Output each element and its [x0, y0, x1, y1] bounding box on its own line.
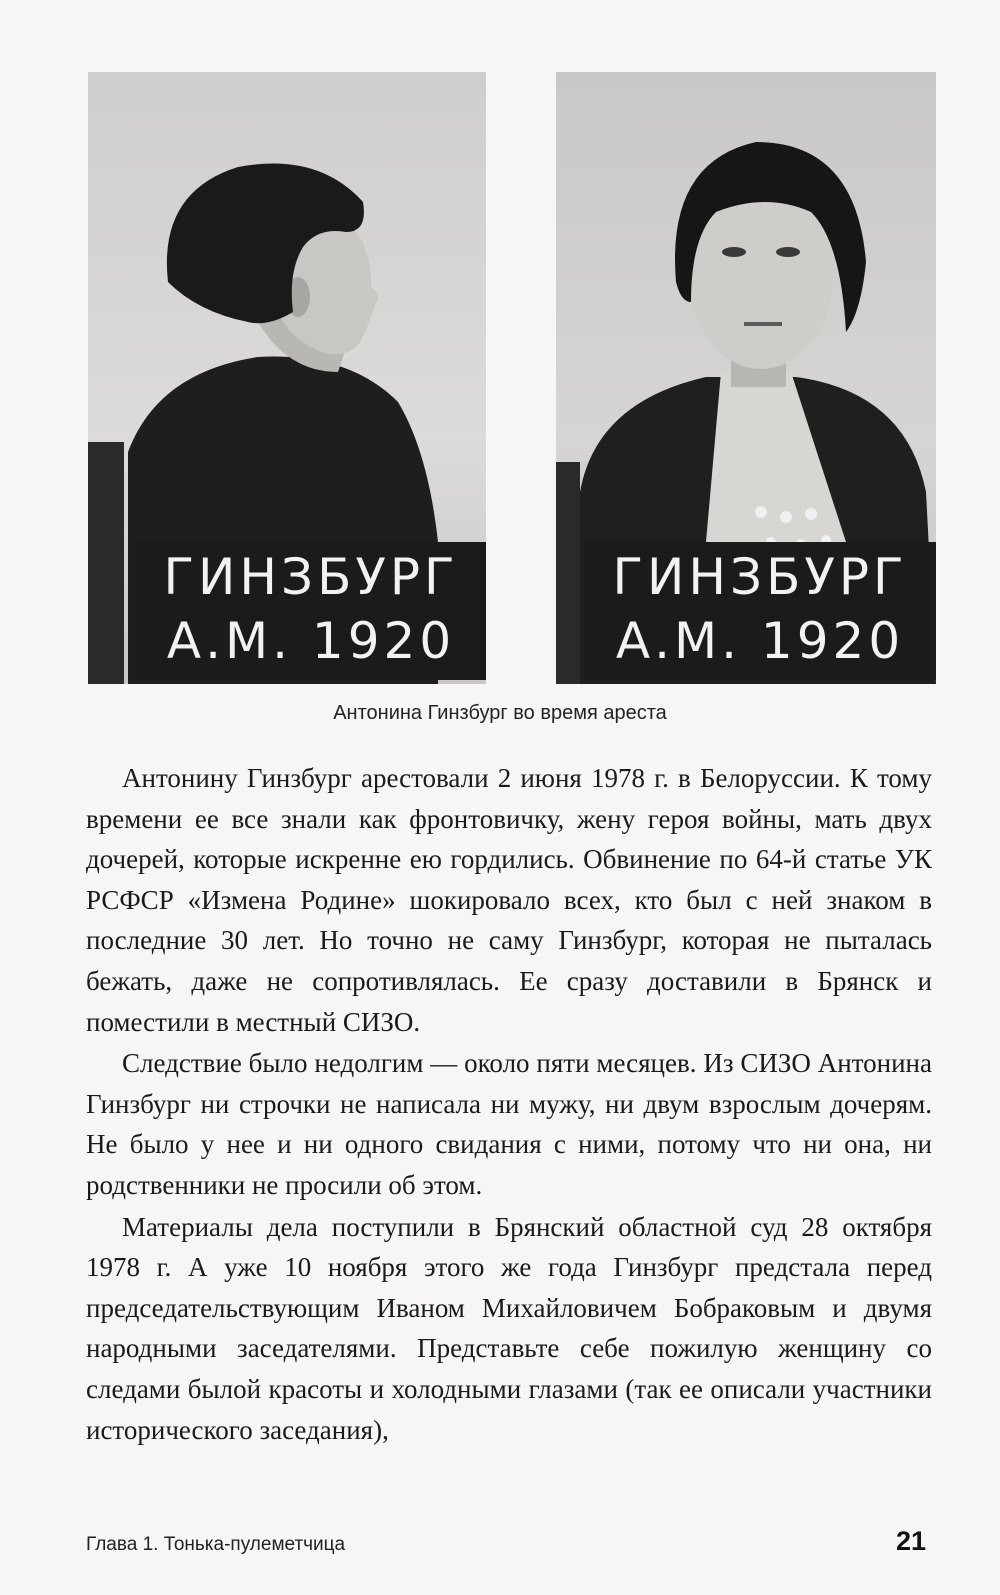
page-number: 21 [895, 1526, 926, 1556]
mugshot-photos [88, 72, 936, 684]
paragraph: Следствие было недолгим — около пяти месяцев. Из СИЗО Антонина Гинзбург ни строчки не написала ни мужу, ни двум взрослым дочерям. Не было у нее и ни одного свидания с ними, потому что ни она, ни родственники не просили об этом. [86, 1048, 932, 1200]
placard-initials-year: А.М. 1920 [166, 612, 456, 670]
placard-name: ГИНЗБУРГ [612, 548, 908, 606]
photo-caption: Антонина Гинзбург во время ареста [333, 702, 667, 724]
profile-photo [88, 72, 486, 684]
paragraph: Антонину Гинзбург арестовали 2 июня 1978 г. в Белоруссии. К тому времени ее все знали как фронтовичку, жену героя войны, мать двух дочерей, которые искренне ею гордились. Обвинение по 64-й статье УК РСФСР «Измена Родине» шокировало всех, кто был с ней знаком в последние 30 лет. Но точно не саму Гинзбург, которая не пыталась бежать, даже не сопротивлялась. Ее сразу доставили в Брянск и поместили в местный СИЗО. [86, 763, 932, 1037]
placard-initials-year: А.М. 1920 [615, 612, 905, 670]
body-text [86, 758, 932, 1450]
frontal-photo [556, 72, 936, 684]
paragraph: Материалы дела поступили в Брянский областной суд 28 октября 1978 г. А уже 10 ноября этого же года Гинзбург предстала перед председательствующим Иваном Михайловичем Бобраковым и двумя народными заседателями. Представьте себе пожилую женщину со следами былой красоты и холодными глазами (так ее описали участники исторического заседания), [86, 1211, 932, 1445]
frontal-name-placard [584, 542, 936, 680]
running-footer-chapter: Глава 1. Тонька-пулеметчица [86, 1534, 346, 1555]
profile-name-placard [136, 542, 486, 680]
placard-name: ГИНЗБУРГ [163, 548, 459, 606]
